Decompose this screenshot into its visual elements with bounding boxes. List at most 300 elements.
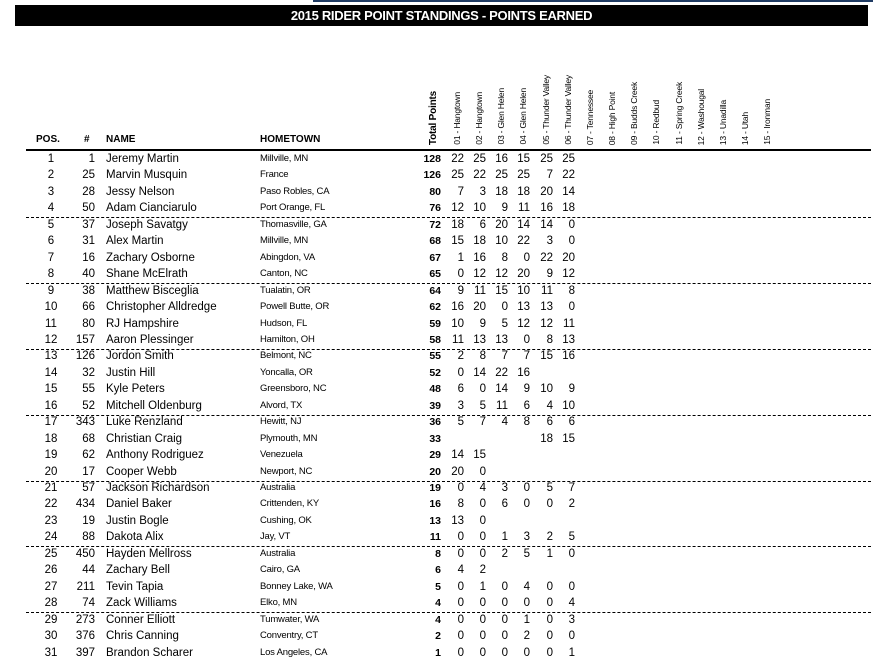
race-points-cell: 6	[479, 218, 486, 231]
rider-number-cell: 74	[82, 597, 95, 610]
position-cell: 1	[47, 153, 55, 165]
rider-name-cell: Adam Cianciarulo	[106, 202, 197, 215]
race-points-cell: 4	[479, 482, 486, 494]
total-points-cell: 16	[429, 498, 441, 511]
race-points-cell: 15	[451, 235, 464, 248]
race-points-cell: 13	[473, 333, 486, 346]
race-points-cell: 22	[562, 169, 575, 182]
hometown-cell: Cushing, OK	[260, 514, 312, 526]
race-points-cell: 2	[457, 350, 464, 363]
position-cell: 28	[44, 597, 58, 610]
race-points-cell: 5	[568, 531, 575, 544]
race-points-cell: 14	[451, 449, 464, 462]
rider-name-cell: Shane McElrath	[106, 268, 188, 281]
hometown-cell: Australia	[260, 482, 296, 493]
header-race-1: 01 - Hangtown	[452, 92, 462, 145]
hometown-cell: Millville, MN	[260, 153, 309, 164]
race-points-cell: 0	[457, 580, 464, 593]
race-points-cell: 22	[451, 153, 464, 165]
rider-name-cell: Joseph Savatgy	[106, 218, 188, 231]
table-row	[0, 332, 896, 348]
table-row	[0, 381, 896, 397]
rider-number-cell: 66	[82, 301, 95, 314]
rider-number-cell: 50	[82, 202, 95, 215]
hometown-cell: Greensboro, NC	[260, 383, 327, 395]
position-cell: 23	[44, 514, 58, 527]
race-points-cell: 16	[473, 251, 486, 264]
race-points-cell: 0	[568, 301, 575, 314]
table-row	[0, 431, 896, 447]
total-points-cell: 13	[429, 514, 441, 527]
race-points-cell: 8	[523, 416, 530, 429]
race-points-cell: 11	[496, 399, 508, 412]
race-points-cell: 10	[540, 383, 553, 396]
table-row	[0, 546, 896, 562]
total-points-cell: 55	[429, 350, 441, 363]
rider-number-cell: 397	[75, 646, 95, 659]
race-points-cell: 7	[568, 482, 575, 494]
header-race-6: 06 - Thunder Valley	[563, 75, 573, 145]
position-cell: 6	[47, 235, 55, 248]
position-cell: 24	[44, 531, 58, 544]
rider-number-cell: 28	[82, 185, 95, 198]
race-points-cell: 13	[451, 514, 464, 527]
race-points-cell: 15	[562, 432, 575, 445]
race-points-cell: 0	[479, 465, 486, 478]
race-points-cell: 22	[473, 169, 486, 182]
race-points-cell: 6	[457, 383, 464, 396]
position-cell: 15	[44, 383, 58, 396]
race-points-cell: 4	[457, 564, 464, 577]
total-points-cell: 20	[429, 465, 441, 478]
race-points-cell: 3	[523, 531, 530, 544]
race-points-cell: 13	[495, 333, 508, 346]
race-points-cell: 0	[479, 514, 486, 527]
total-points-cell: 67	[429, 251, 441, 264]
rider-number-cell: 32	[82, 366, 95, 379]
race-points-cell: 2	[501, 547, 508, 560]
hometown-cell: Thomasville, GA	[260, 218, 327, 230]
race-points-cell: 12	[540, 317, 553, 330]
hometown-cell: Hamilton, OH	[260, 333, 315, 345]
rider-name-cell: Jessy Nelson	[106, 185, 175, 198]
total-points-cell: 126	[423, 169, 441, 182]
hometown-cell: Los Angeles, CA	[260, 646, 328, 658]
header-race-4: 04 - Glen Helen	[518, 88, 528, 145]
race-points-cell: 1	[523, 613, 530, 626]
total-points-cell: 33	[429, 432, 441, 445]
race-points-cell: 8	[546, 333, 553, 346]
race-points-cell: 0	[523, 482, 530, 494]
rider-number-cell: 434	[75, 498, 95, 511]
rider-number-cell: 273	[75, 613, 95, 626]
top-border-line	[313, 0, 873, 2]
total-points-cell: 4	[435, 597, 441, 610]
race-points-cell: 0	[457, 630, 464, 643]
race-points-cell: 11	[518, 202, 530, 215]
race-points-cell: 1	[568, 646, 575, 659]
race-points-cell: 9	[457, 284, 464, 297]
race-points-cell: 12	[451, 202, 464, 215]
rider-number-cell: 450	[75, 547, 95, 560]
rider-number-cell: 38	[82, 284, 95, 297]
rider-number-cell: 88	[82, 531, 95, 544]
race-points-cell: 7	[546, 169, 553, 182]
race-points-cell: 0	[479, 597, 486, 610]
race-points-cell: 25	[562, 153, 575, 165]
race-points-cell: 0	[501, 646, 508, 659]
table-row	[0, 595, 896, 611]
table-row	[0, 612, 896, 628]
race-points-cell: 0	[568, 580, 575, 593]
position-cell: 26	[44, 564, 58, 577]
table-row	[0, 513, 896, 529]
race-points-cell: 0	[546, 630, 553, 643]
race-points-cell: 0	[479, 547, 486, 560]
header-race-7: 07 - Tennessee	[585, 89, 595, 145]
hometown-cell: Conventry, CT	[260, 630, 318, 642]
total-points-cell: 128	[423, 153, 441, 165]
position-cell: 11	[45, 317, 57, 330]
race-points-cell: 18	[473, 235, 486, 248]
race-points-cell: 8	[568, 284, 575, 297]
race-points-cell: 25	[473, 153, 486, 165]
race-points-cell: 0	[457, 366, 464, 379]
race-points-cell: 3	[457, 399, 464, 412]
race-points-cell: 9	[501, 202, 508, 215]
header-race-5: 05 - Thunder Valley	[541, 75, 551, 145]
table-row	[0, 447, 896, 463]
total-points-cell: 59	[429, 317, 441, 330]
position-cell: 20	[44, 465, 58, 478]
total-points-cell: 11	[429, 531, 441, 544]
rider-number-cell: 57	[82, 482, 95, 494]
race-points-cell: 4	[546, 399, 553, 412]
race-points-cell: 18	[562, 202, 575, 215]
rider-name-cell: Hayden Mellross	[106, 547, 192, 560]
rider-number-cell: 376	[75, 630, 95, 643]
race-points-cell: 6	[501, 498, 508, 511]
rider-number-cell: 17	[82, 465, 95, 478]
race-points-cell: 0	[546, 580, 553, 593]
rider-number-cell: 16	[82, 251, 95, 264]
race-points-cell: 7	[523, 350, 530, 363]
rider-number-cell: 37	[82, 218, 95, 231]
position-cell: 17	[44, 416, 58, 429]
rider-number-cell: 157	[75, 333, 95, 346]
hometown-cell: Tumwater, WA	[260, 613, 320, 625]
race-points-cell: 18	[451, 218, 464, 231]
race-points-cell: 4	[568, 597, 575, 610]
total-points-cell: 80	[429, 185, 441, 198]
hometown-cell: Crittenden, KY	[260, 498, 319, 510]
race-points-cell: 13	[517, 301, 530, 314]
race-points-cell: 0	[501, 580, 508, 593]
position-cell: 29	[44, 613, 58, 626]
rider-number-cell: 25	[82, 169, 95, 182]
race-points-cell: 3	[546, 235, 553, 248]
rider-name-cell: RJ Hampshire	[106, 317, 179, 330]
table-row	[0, 200, 896, 216]
race-points-cell: 5	[546, 482, 553, 494]
header-pos: POS.	[36, 134, 60, 145]
race-points-cell: 0	[457, 482, 464, 494]
table-row	[0, 645, 896, 661]
total-points-cell: 36	[429, 416, 441, 429]
rider-name-cell: Alex Martin	[106, 235, 164, 248]
total-points-cell: 52	[429, 366, 441, 379]
position-cell: 13	[44, 350, 58, 363]
table-row	[0, 579, 896, 595]
race-points-cell: 0	[568, 235, 575, 248]
position-cell: 7	[47, 251, 55, 264]
hometown-cell: Tualatin, OR	[260, 284, 311, 296]
race-points-cell: 0	[546, 498, 553, 511]
race-points-cell: 10	[451, 317, 464, 330]
race-points-cell: 0	[568, 630, 575, 643]
position-cell: 4	[47, 202, 55, 215]
race-points-cell: 2	[568, 498, 575, 511]
rider-name-cell: Mitchell Oldenburg	[106, 399, 202, 412]
total-points-cell: 29	[429, 449, 441, 462]
total-points-cell: 62	[429, 301, 441, 314]
rider-name-cell: Kyle Peters	[106, 383, 165, 396]
header-race-12: 12 - Washougal	[696, 88, 706, 145]
total-points-cell: 1	[435, 646, 441, 659]
header-race-10: 10 - Redbud	[651, 100, 661, 145]
race-points-cell: 4	[501, 416, 508, 429]
race-points-cell: 12	[562, 268, 575, 281]
total-points-cell: 64	[429, 284, 441, 297]
rider-number-cell: 55	[82, 383, 95, 396]
race-points-cell: 11	[563, 317, 575, 330]
race-points-cell: 0	[457, 531, 464, 544]
header-total-points: Total Points	[428, 90, 439, 145]
table-row	[0, 316, 896, 332]
race-points-cell: 13	[540, 301, 553, 314]
race-points-cell: 22	[540, 251, 553, 264]
race-points-cell: 16	[451, 301, 464, 314]
total-points-cell: 4	[435, 613, 441, 626]
total-points-cell: 76	[429, 202, 441, 215]
race-points-cell: 18	[517, 185, 530, 198]
race-points-cell: 0	[501, 597, 508, 610]
race-points-cell: 0	[479, 646, 486, 659]
position-cell: 5	[47, 218, 55, 231]
race-points-cell: 22	[517, 235, 530, 248]
position-cell: 9	[47, 284, 55, 297]
race-points-cell: 0	[457, 597, 464, 610]
hometown-cell: Hewitt, NJ	[260, 416, 302, 428]
rider-name-cell: Jordon Smith	[106, 350, 174, 363]
hometown-cell: France	[260, 169, 289, 181]
race-points-cell: 0	[523, 597, 530, 610]
race-points-cell: 14	[473, 366, 486, 379]
race-points-cell: 25	[517, 169, 530, 182]
rider-name-cell: Daniel Baker	[106, 498, 172, 511]
header-hometown: HOMETOWN	[260, 134, 321, 145]
race-points-cell: 2	[479, 564, 486, 577]
race-points-cell: 14	[562, 185, 575, 198]
race-points-cell: 9	[546, 268, 553, 281]
race-points-cell: 16	[562, 350, 575, 363]
race-points-cell: 14	[540, 218, 553, 231]
race-points-cell: 10	[473, 202, 486, 215]
rider-number-cell: 1	[88, 153, 95, 165]
race-points-cell: 5	[523, 547, 530, 560]
position-cell: 2	[47, 169, 55, 182]
total-points-cell: 2	[435, 630, 441, 643]
race-points-cell: 5	[479, 399, 486, 412]
position-cell: 10	[44, 301, 58, 314]
header-number: #	[84, 134, 90, 145]
hometown-cell: Venezuela	[260, 449, 303, 461]
race-points-cell: 18	[540, 432, 553, 445]
table-row	[0, 398, 896, 414]
hometown-cell: Powell Butte, OR	[260, 301, 330, 313]
position-cell: 19	[44, 449, 58, 462]
position-cell: 27	[44, 580, 58, 593]
race-points-cell: 11	[474, 284, 486, 297]
position-cell: 25	[44, 547, 58, 560]
rider-name-cell: Marvin Musquin	[106, 169, 188, 182]
hometown-cell: Australia	[260, 547, 296, 559]
rider-number-cell: 343	[75, 416, 95, 429]
table-row	[0, 283, 896, 299]
header-race-11: 11 - Spring Creek	[674, 82, 684, 145]
race-points-cell: 10	[495, 235, 508, 248]
total-points-cell: 68	[429, 235, 441, 248]
total-points-cell: 39	[429, 399, 441, 412]
race-points-cell: 7	[457, 185, 464, 198]
position-cell: 12	[44, 333, 58, 346]
rider-number-cell: 126	[75, 350, 95, 363]
race-points-cell: 1	[479, 580, 486, 593]
rider-number-cell: 31	[82, 235, 95, 248]
race-points-cell: 20	[540, 185, 553, 198]
race-points-cell: 1	[546, 547, 553, 560]
race-points-cell: 0	[523, 646, 530, 659]
race-points-cell: 8	[479, 350, 486, 363]
table-row	[0, 167, 896, 183]
race-points-cell: 12	[495, 268, 508, 281]
race-points-cell: 0	[546, 646, 553, 659]
race-points-cell: 0	[457, 547, 464, 560]
race-points-cell: 6	[568, 416, 575, 429]
race-points-cell: 0	[479, 630, 486, 643]
total-points-cell: 5	[435, 580, 441, 593]
race-points-cell: 12	[473, 268, 486, 281]
table-row	[0, 496, 896, 512]
table-row	[0, 562, 896, 578]
table-row	[0, 151, 896, 167]
total-points-cell: 65	[429, 268, 441, 281]
hometown-cell: Plymouth, MN	[260, 432, 318, 444]
position-cell: 31	[44, 646, 58, 659]
rider-name-cell: Justin Hill	[106, 366, 156, 379]
rider-name-cell: Zachary Bell	[106, 564, 170, 577]
race-points-cell: 0	[523, 333, 530, 346]
table-row	[0, 365, 896, 381]
race-points-cell: 6	[523, 399, 530, 412]
table-row	[0, 217, 896, 233]
position-cell: 3	[47, 185, 55, 198]
race-points-cell: 2	[546, 531, 553, 544]
race-points-cell: 20	[562, 251, 575, 264]
rider-number-cell: 44	[82, 564, 95, 577]
rider-name-cell: Cooper Webb	[106, 465, 177, 478]
race-points-cell: 0	[457, 613, 464, 626]
total-points-cell: 8	[435, 547, 441, 560]
total-points-cell: 72	[429, 218, 441, 231]
total-points-cell: 6	[435, 564, 441, 577]
table-row	[0, 348, 896, 364]
race-points-cell: 15	[540, 350, 553, 363]
table-row	[0, 266, 896, 282]
race-points-cell: 0	[501, 613, 508, 626]
race-points-cell: 8	[457, 498, 464, 511]
race-points-cell: 11	[541, 284, 553, 297]
header-race-3: 03 - Glen Helen	[496, 88, 506, 145]
rider-name-cell: Conner Elliott	[106, 613, 176, 626]
race-points-cell: 9	[568, 383, 575, 396]
total-points-cell: 48	[429, 383, 441, 396]
race-points-cell: 25	[540, 153, 553, 165]
race-points-cell: 13	[562, 333, 575, 346]
race-points-cell: 6	[546, 416, 553, 429]
race-points-cell: 5	[501, 317, 508, 330]
race-points-cell: 0	[479, 613, 486, 626]
rider-name-cell: Dakota Alix	[106, 531, 164, 544]
table-row	[0, 628, 896, 644]
rider-name-cell: Matthew Bisceglia	[106, 284, 199, 297]
race-points-cell: 14	[495, 383, 508, 396]
race-points-cell: 16	[540, 202, 553, 215]
total-points-cell: 58	[429, 333, 441, 346]
table-row	[0, 299, 896, 315]
race-points-cell: 22	[495, 366, 508, 379]
race-points-cell: 3	[501, 482, 508, 494]
race-points-cell: 7	[501, 350, 508, 363]
race-points-cell: 8	[501, 251, 508, 264]
race-points-cell: 0	[568, 547, 575, 560]
race-points-cell: 7	[479, 416, 486, 429]
rider-number-cell: 80	[82, 317, 95, 330]
race-points-cell: 0	[501, 301, 508, 314]
race-points-cell: 4	[523, 580, 530, 593]
race-points-cell: 20	[473, 301, 486, 314]
header-race-13: 13 - Unadilla	[718, 99, 728, 145]
header-race-9: 09 - Budds Creek	[629, 82, 639, 145]
hometown-cell: Abingdon, VA	[260, 251, 315, 263]
race-points-cell: 20	[451, 465, 464, 478]
race-points-cell: 2	[523, 630, 530, 643]
table-row	[0, 480, 896, 496]
header-race-8: 08 - High Point	[607, 91, 617, 145]
rider-number-cell: 40	[82, 268, 95, 281]
race-points-cell: 0	[479, 531, 486, 544]
race-points-cell: 0	[546, 597, 553, 610]
race-points-cell: 0	[501, 630, 508, 643]
race-points-cell: 0	[523, 498, 530, 511]
race-points-cell: 12	[517, 317, 530, 330]
hometown-cell: Port Orange, FL	[260, 202, 326, 214]
rider-name-cell: Christopher Alldredge	[106, 301, 217, 314]
header-race-2: 02 - Hangtown	[474, 92, 484, 145]
rider-name-cell: Christian Craig	[106, 432, 183, 445]
table-row	[0, 250, 896, 266]
hometown-cell: Alvord, TX	[260, 399, 303, 411]
